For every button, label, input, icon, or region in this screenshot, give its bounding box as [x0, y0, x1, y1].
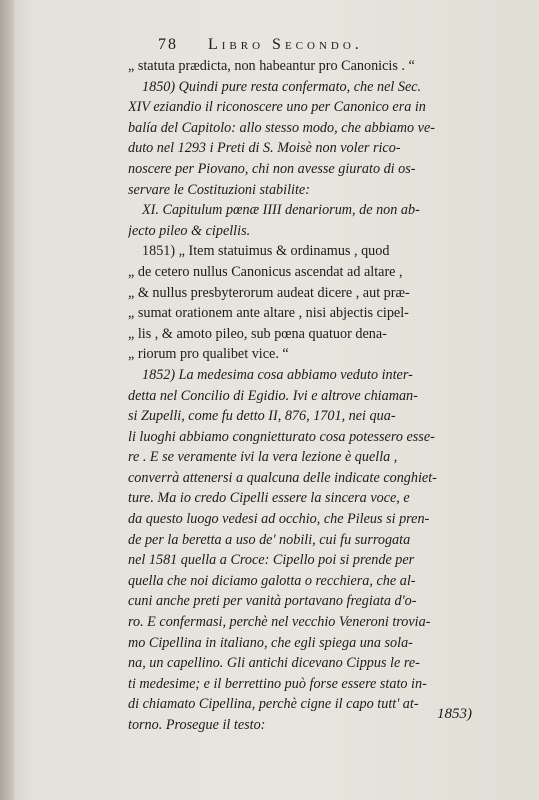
- text-line: servare le Costituzioni stabilite:: [128, 181, 310, 198]
- text-line: balía del Capitolo: allo stesso modo, che abbiamo ve-: [128, 119, 435, 136]
- text-line: si Zupelli, come fu detto II, 876, 1701, nei qua-: [128, 408, 396, 425]
- text-line: „ lis , & amoto pileo, sub pœna quatuor dena-: [128, 325, 387, 342]
- text-line: 1850) Quindi pure resta confermato, che nel Sec.: [142, 78, 422, 95]
- text-line: ro. E confermasi, perchè nel vecchio Veneroni troviа-: [128, 614, 431, 631]
- text-line: „ sumat orationem ante altare , nisi abjectis cipel-: [128, 305, 409, 322]
- page-body-text: [128, 56, 513, 736]
- text-line: da questo luogo vedesi ad occhio, che Pileus si pren-: [128, 511, 430, 528]
- book-spine-shadow: [0, 0, 14, 800]
- text-line: XI. Capitulum pœnæ IIII denariorum, de non ab-: [142, 202, 420, 219]
- text-line: de per la beretta a uso de' nobili, cui fu surrogata: [128, 531, 411, 548]
- text-line: cuni anche preti per vanità portavano fregiata d'o-: [128, 593, 417, 610]
- text-line: ture. Ma io credo Cipelli essere la sincera voce, e: [128, 490, 410, 507]
- text-line: 1852) La medesima cosa abbiamo veduto inter-: [142, 366, 413, 383]
- text-line: „ & nullus presbyterorum audeat dicere , aut præ-: [128, 284, 410, 301]
- text-line: detta nel Concilio di Egidio. Ivi e altrove chiaman-: [128, 387, 418, 404]
- catchword: 1853): [437, 706, 472, 722]
- text-line: „ riorum pro qualibet vice. “: [128, 346, 289, 363]
- text-line: nel 1581 quella a Croce: Cipello poi si prende per: [128, 552, 415, 569]
- running-header: [158, 36, 479, 54]
- text-line: 1851) „ Item statuimus & ordinamus , quod: [142, 243, 390, 260]
- text-line: na, un capellino. Gli antichi dicevano Cippus le re-: [128, 655, 420, 672]
- text-line: noscere per Piovano, chi non avesse giurato di os-: [128, 160, 416, 177]
- text-line: „ de cetero nullus Canonicus ascendat ad altare ,: [128, 263, 403, 280]
- text-line: di chiamato Cipellina, perchè cigne il capo tutt' at-: [128, 696, 419, 713]
- text-line: re . E se veramente ivi la vera lezione è quella ,: [128, 449, 398, 466]
- page-number: 78: [158, 36, 178, 53]
- text-line: quella che noi diciamo galotta o recchiera, che al-: [128, 572, 416, 589]
- text-line: mo Cipellina in italiano, che egli spiega una sola-: [128, 634, 413, 651]
- text-line: duto nel 1293 i Preti di S. Moisè non voler rico-: [128, 140, 401, 157]
- text-line: converrà attenersi a qualcuna delle indicate conghiet-: [128, 469, 437, 486]
- text-line: torno. Prosegue il testo:: [128, 717, 266, 733]
- text-line: XIV eziandio il riconoscere uno per Canonico era in: [128, 99, 426, 116]
- text-line: „ statuta prædicta, non habeantur pro Canonicis . “: [128, 58, 415, 74]
- text-line: li luoghi abbiamo congnietturato cosa potessero esse-: [128, 428, 435, 445]
- text-line: ti medesime; e il berrettino può forse essere stato in-: [128, 675, 427, 692]
- text-line: jecto pileo & cipellis.: [128, 222, 251, 239]
- running-title: Libro Secondo.: [208, 36, 363, 53]
